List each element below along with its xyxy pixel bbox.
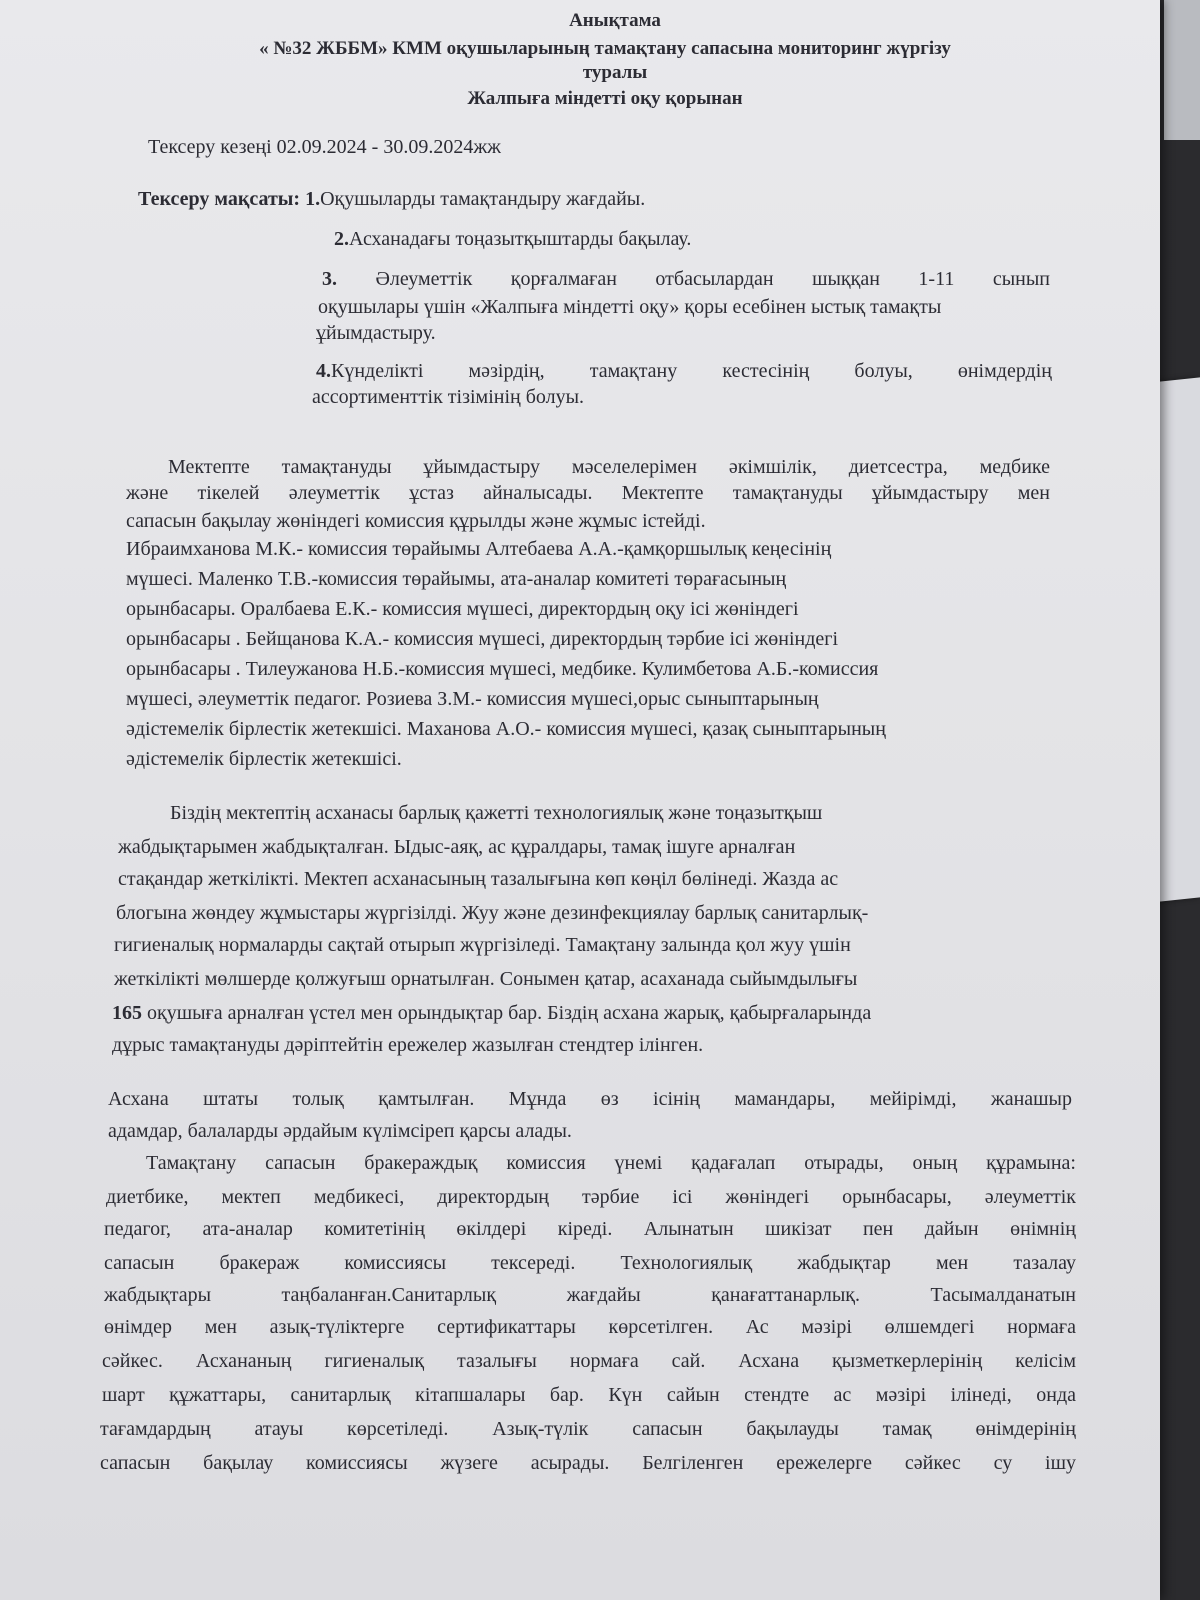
para1-line: Мектепте тамақтануды ұйымдастыру мәселелерімен әкімшілік, диетсестра, медбике [168,456,1050,478]
goal-2 [334,226,691,252]
goal-1-number: 1. [305,188,321,210]
inspection-period: Тексеру кезеңі 02.09.2024 - 30.09.2024жж [148,136,501,158]
document-subtitle-line2: туралы [582,62,648,83]
para4-line: сапасын бракераж комиссиясы тексереді. Технологиялық жабдықтар мен тазалау [104,1252,1076,1274]
goal-4-number: 4. [316,360,331,382]
para2-line: Біздің мектептің асханасы барлық қажетті технологиялық және тоңазытқыш [170,802,823,824]
para1-line: мүшесі. Маленко Т.В.-комиссия төрайымы, ата-аналар комитеті төрағасының [126,568,787,590]
para2-line: жабдықтарымен жабдықталған. Ыдыс-аяқ, ас құралдары, тамақ ішуге арналған [118,836,796,858]
document-subtitle-line1: « №32 ЖББМ» КММ оқушыларының тамақтану сапасына мониторинг жүргізу [259,38,951,59]
para1-line: әдістемелік бірлестік жетекшісі. Маханова А.О.- комиссия мүшесі, қазақ сыныптарының [126,718,886,740]
para1-line: және тікелей әлеуметтік ұстаз айналысады. Мектепте тамақтануды ұйымдастыру мен [126,482,1050,504]
para3-line: Асхана штаты толық қамтылған. Мұнда өз ісінің мамандары, мейірімді, жанашыр [108,1088,1072,1110]
goal-3-line2: оқушылары үшін «Жалпыға міндетті оқу» қоры есебінен ыстық тамақты [318,296,942,318]
background-sheet-top [1164,0,1200,140]
para4-line: өнімдер мен азық-түліктерге сертификаттары көрсетілген. Ас мәзірі өлшемдегі нормаға [104,1316,1076,1338]
para4-line: сәйкес. Асхананың гигиеналық тазалығы нормаға сай. Асхана қызметкерлерінің келісім [102,1350,1076,1372]
goal-2-number: 2. [334,228,349,250]
para2-line: блогына жөндеу жұмыстары жүргізілді. Жуу және дезинфекциялау барлық санитарлық- [116,902,869,924]
para1-line: мүшесі, әлеуметтік педагог. Розиева З.М.- комиссия мүшесі,орыс сыныптарының [126,688,819,710]
document-subtitle-line3: Жалпыға міндетті оқу қорынан [467,88,743,109]
goals-label: Тексеру мақсаты: [138,188,301,210]
para4-line: педагог, ата-аналар комитетінің өкілдері кіреді. Алынатын шикізат пен дайын өнімнің [104,1218,1076,1240]
goal-1 [138,186,645,212]
goal-2-text: Асханадағы тоңазытқыштарды бақылау. [349,228,692,250]
para4-line: тағамдардың атауы көрсетіледі. Азық-түлік сапасын бақылауды тамақ өнімдерінің [100,1418,1076,1440]
para2-line: гигиеналық нормаларды сақтай отырып жүргізіледі. Тамақтану залында қол жуу үшін [114,934,851,956]
para2-line: жеткілікті мөлшерде қолжуғыш орнатылған. Сонымен қатар, асаханада сыйымдылығы [114,968,858,990]
para1-line: Ибраимханова М.К.- комиссия төрайымы Алтебаева А.А.-қамқоршылық кеңесінің [126,538,832,560]
seat-count: 165 [112,1002,142,1024]
para1-line: әдістемелік бірлестік жетекшісі. [126,748,402,770]
para2-line: дұрыс тамақтануды дәріптейтін ережелер жазылған стендтер ілінген. [112,1034,704,1056]
para1-line: сапасын бақылау жөніндегі комиссия құрылды және жұмыс істейді. [126,510,706,532]
goal-3-number: 3. [322,268,337,290]
para2-line: 165 оқушыға арналған үстел мен орындықтар бар. Біздің асхана жарық, қабырғаларында [112,1002,872,1024]
para4-line: жабдықтары таңбаланған.Санитарлық жағдайы қанағаттанарлық. Тасымалданатын [104,1284,1076,1306]
para1-line: орынбасары. Оралбаева Е.К.- комиссия мүшесі, директордың оқу ісі жөніндегі [126,598,799,620]
para4-line: шарт құжаттары, санитарлық кітапшалары бар. Күн сайын стендте ас мәзірі ілінеді, онда [102,1384,1076,1406]
document-title: Анықтама [569,10,661,31]
goal-4-line2: ассортименттік тізімінің болуы. [312,386,585,408]
goal-4-line1: 4.Күнделікті мәзірдің, тамақтану кестесінің болуы, өнімдердің [316,360,1052,382]
para3-line: адамдар, балаларды әрдайым күлімсіреп қарсы алады. [108,1120,572,1142]
goal-3-line3: ұйымдастыру. [316,322,436,344]
para1-line: орынбасары . Бейщанова К.А.- комиссия мүшесі, директордың тәрбие ісі жөніндегі [126,628,839,650]
para4-line: диетбике, мектеп медбикесі, директордың тәрбие ісі жөніндегі орынбасары, әлеуметтік [106,1186,1076,1208]
goal-3-line1: 3. Әлеуметтік қорғалмаған отбасылардан шыққан 1-11 сынып [322,268,1050,290]
para1-line: орынбасары . Тилеужанова Н.Б.-комиссия мүшесі, медбике. Кулимбетова А.Б.-комиссия [126,658,879,680]
para4-line: Тамақтану сапасын бракераждық комиссия үнемі қадағалап отырады, оның құрамына: [146,1152,1076,1174]
para4-line: сапасын бақылау комиссиясы жүзеге асырады. Белгіленген ережелерге сәйкес су ішу [100,1452,1076,1474]
para2-line: стақандар жеткілікті. Мектеп асханасының тазалығына көп көңіл бөлінеді. Жазда ас [118,868,839,890]
goal-1-text: Оқушыларды тамақтандыру жағдайы. [320,188,646,210]
